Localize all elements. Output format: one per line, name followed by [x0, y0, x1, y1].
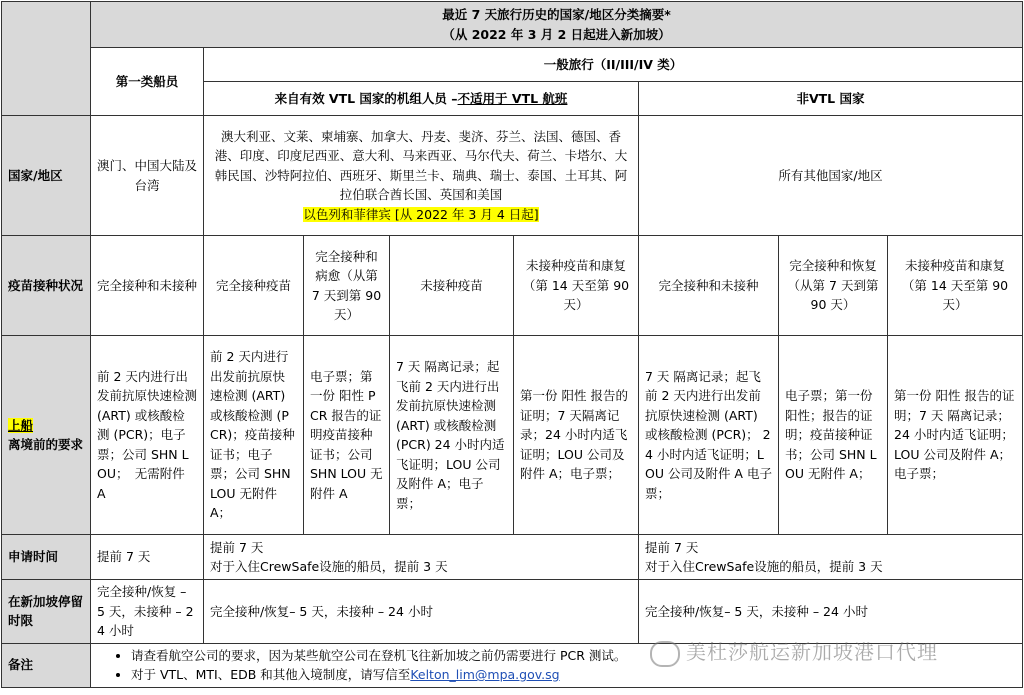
apply-non-vtl-line1: 提前 7 天 — [645, 539, 699, 555]
header-seafarer: 第一类船员 — [91, 48, 204, 116]
header-vtl-prefix: 来自有效 VTL 国家的机组人员 – — [274, 90, 458, 106]
row-label-boarding: 上船 — [8, 417, 34, 433]
header-non-vtl: 非VTL 国家 — [639, 82, 1023, 116]
row-label-notes: 备注 — [2, 643, 91, 687]
stay-vtl: 完全接种/恢复– 5 天，未接种 – 24 小时 — [204, 580, 639, 644]
country-vtl-cell — [204, 116, 639, 236]
row-label-requirements-rest: 离境前的要求 — [8, 437, 84, 452]
vacc-vtl-full: 完全接种疫苗 — [204, 236, 304, 336]
vacc-seafarer: 完全接种和未接种 — [91, 236, 204, 336]
req-seafarer: 前 2 天内进行出发前抗原快速检测 (ART) 或核酸检测 (PCR)；电子票；公司 SHN LOU； 无需附件 A — [91, 336, 204, 535]
wechat-icon — [650, 641, 680, 667]
title-line1: 最近 7 天旅行历史的国家/地区分类摘要* — [442, 7, 671, 22]
email-link[interactable]: Kelton_lim@mpa.gov.sg — [410, 667, 560, 682]
apply-vtl-line1: 提前 7 天 — [210, 539, 264, 555]
apply-non-vtl-line2: 对于入住CrewSafe设施的船员，提前 3 天 — [645, 559, 883, 574]
row-label-stay: 在新加坡停留时限 — [2, 580, 91, 644]
vacc-non-vtl-unvacc-recovered: 未接种疫苗和康复（第 14 天至第 90 天） — [888, 236, 1023, 336]
vacc-vtl-unvaccinated: 未接种疫苗 — [390, 236, 514, 336]
header-general-travel: 一般旅行（II/III/IV 类） — [204, 48, 1023, 82]
apply-non-vtl — [639, 535, 1023, 580]
req-non-vtl-both: 7 天 隔离记录；起飞前 2 天内进行出发前抗原快速检测 (ART) 或核酸检测 (PCR)； 24 小时内适飞证明；LOU 公司及附件 A 电子票； — [639, 336, 779, 535]
apply-seafarer: 提前 7 天 — [91, 535, 204, 580]
note-contact — [131, 665, 1016, 685]
note-contact-text: 对于 VTL、MTI、EDB 和其他入境制度，请写信至 — [131, 667, 411, 682]
row-label-country: 国家/地区 — [2, 116, 91, 236]
travel-summary-table — [1, 1, 1023, 688]
row-label-apply: 申请时间 — [2, 535, 91, 580]
req-vtl-recovered: 电子票；第一份 阳性 PCR 报告的证明疫苗接种证书；公司 SHN LOU 无附件 A — [304, 336, 390, 535]
corner-cell — [2, 2, 91, 116]
stay-seafarer: 完全接种/恢复 – 5 天，未接种 – 24 小时 — [91, 580, 204, 644]
req-vtl-unvacc-recovered: 第一份 阳性 报告的证明；7 天隔离记录；24 小时内适飞证明；LOU 公司及附件 A；电子票； — [514, 336, 639, 535]
header-vtl — [204, 82, 639, 116]
apply-vtl-line2: 对于入住CrewSafe设施的船员，提前 3 天 — [210, 559, 448, 574]
country-non-vtl: 所有其他国家/地区 — [639, 116, 1023, 236]
header-vtl-underlined: 不适用于 VTL 航班 — [457, 90, 568, 106]
country-vtl-list: 澳大利亚、文莱、柬埔寨、加拿大、丹麦、斐济、芬兰、法国、德国、香港、印度、印度尼西亚、意大利、马来西亚、马尔代夫、荷兰、卡塔尔、大韩民国、沙特阿拉伯、西班牙、斯里兰卡、瑞典、瑞士、泰国、土耳其、阿拉伯联合酋长国、英国和美国 — [214, 128, 628, 203]
title-line2: （从 2022 年 3 月 2 日起进入新加坡） — [442, 26, 671, 42]
req-vtl-unvaccinated: 7 天 隔离记录；起飞前 2 天内进行出发前抗原快速检测 (ART) 或核酸检测 (PCR) 24 小时内适飞证明；LOU 公司及附件 A；电子票； — [390, 336, 514, 535]
apply-vtl — [204, 535, 639, 580]
vacc-vtl-recovered: 完全接种和病愈（从第 7 天到第 90 天） — [304, 236, 390, 336]
watermark-text: 美杜莎航运新加坡港口代理 — [686, 640, 938, 664]
note-airline: • 请查看航空公司的要求，因为某些航空公司在登机飞往新加坡之前仍需要进行 PCR 测试。 — [131, 646, 1016, 666]
vacc-non-vtl-both: 完全接种和未接种 — [639, 236, 779, 336]
req-vtl-full: 前 2 天内进行出发前抗原快速检测 (ART) 或核酸检测 (PCR)；疫苗接种证书；电子票；公司 SHN LOU 无附件 A； — [204, 336, 304, 535]
row-label-requirements — [2, 336, 91, 535]
req-non-vtl-unvacc-recovered: 第一份 阳性 报告的证明；7 天 隔离记录；24 小时内适飞证明；LOU 公司及附件 A；电子票； — [888, 336, 1023, 535]
watermark — [650, 636, 938, 667]
stay-non-vtl: 完全接种/恢复– 5 天，未接种 – 24 小时 — [639, 580, 1023, 644]
row-label-vaccination: 疫苗接种状况 — [2, 236, 91, 336]
vacc-non-vtl-recovered: 完全接种和恢复（从第 7 天到第 90 天） — [779, 236, 888, 336]
req-non-vtl-recovered: 电子票；第一份 阳性；报告的证明；疫苗接种证书；公司 SHN LOU 无附件 A； — [779, 336, 888, 535]
country-seafarer: 澳门、中国大陆及台湾 — [91, 116, 204, 236]
country-vtl-highlight: 以色列和菲律宾 [从 2022 年 3 月 4 日起] — [303, 206, 539, 222]
table-title — [91, 2, 1023, 48]
vacc-vtl-unvacc-recovered: 未接种疫苗和康复（第 14 天至第 90 天） — [514, 236, 639, 336]
